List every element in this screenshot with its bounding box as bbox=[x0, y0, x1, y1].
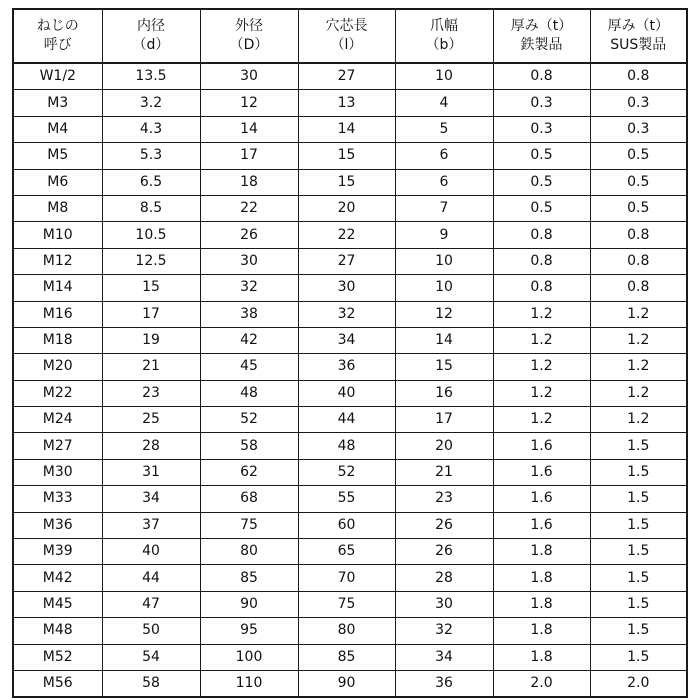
table-cell: 40 bbox=[102, 539, 200, 565]
table-cell: 0.3 bbox=[493, 90, 590, 116]
table-cell: 48 bbox=[298, 433, 395, 459]
table-cell: 1.2 bbox=[493, 301, 590, 327]
table-cell: 17 bbox=[395, 407, 493, 433]
table-cell: 44 bbox=[102, 565, 200, 591]
table-cell: 34 bbox=[298, 327, 395, 353]
table-cell: 1.2 bbox=[493, 327, 590, 353]
table-cell: M27 bbox=[13, 433, 102, 459]
table-cell: 0.8 bbox=[590, 248, 687, 274]
table-cell: 15 bbox=[298, 169, 395, 195]
table-cell: M3 bbox=[13, 90, 102, 116]
table-cell: 1.8 bbox=[493, 539, 590, 565]
table-cell: 27 bbox=[298, 63, 395, 90]
table-cell: 10.5 bbox=[102, 222, 200, 248]
table-cell: 30 bbox=[395, 591, 493, 617]
table-cell: 37 bbox=[102, 512, 200, 538]
table-cell: 1.2 bbox=[493, 407, 590, 433]
table-cell: 1.5 bbox=[590, 591, 687, 617]
table-cell: 80 bbox=[200, 539, 298, 565]
table-cell: 0.8 bbox=[590, 275, 687, 301]
table-cell: 13 bbox=[298, 90, 395, 116]
table-cell: 1.2 bbox=[493, 380, 590, 406]
table-row bbox=[13, 644, 687, 670]
table-cell: 40 bbox=[298, 380, 395, 406]
table-cell: 85 bbox=[298, 644, 395, 670]
table-cell: 70 bbox=[298, 565, 395, 591]
table-cell: 12 bbox=[200, 90, 298, 116]
table-cell: 14 bbox=[200, 116, 298, 142]
table-cell: 32 bbox=[200, 275, 298, 301]
table-cell: 17 bbox=[200, 143, 298, 169]
table-cell: M12 bbox=[13, 248, 102, 274]
table-cell: 60 bbox=[298, 512, 395, 538]
table-cell: M8 bbox=[13, 195, 102, 221]
table-cell: 0.5 bbox=[493, 143, 590, 169]
table-cell: 68 bbox=[200, 486, 298, 512]
header-inner-diameter bbox=[102, 9, 200, 63]
table-cell: 21 bbox=[395, 459, 493, 485]
table-cell: 1.5 bbox=[590, 512, 687, 538]
table-cell: 95 bbox=[200, 618, 298, 644]
table-cell: 15 bbox=[395, 354, 493, 380]
table-cell: 55 bbox=[298, 486, 395, 512]
table-cell: 23 bbox=[395, 486, 493, 512]
table-row bbox=[13, 275, 687, 301]
table-cell: 6 bbox=[395, 169, 493, 195]
table-cell: 1.5 bbox=[590, 433, 687, 459]
table-cell: 52 bbox=[200, 407, 298, 433]
table-cell: M48 bbox=[13, 618, 102, 644]
table-cell: M14 bbox=[13, 275, 102, 301]
header-row bbox=[13, 9, 687, 63]
table-cell: M33 bbox=[13, 486, 102, 512]
header-line-2: （b） bbox=[425, 37, 463, 53]
table-cell: 26 bbox=[200, 222, 298, 248]
table-cell: 23 bbox=[102, 380, 200, 406]
header-line-2: （l） bbox=[330, 37, 363, 53]
header-line-1: ねじの bbox=[36, 18, 79, 34]
table-cell: 22 bbox=[200, 195, 298, 221]
table-cell: M6 bbox=[13, 169, 102, 195]
table-cell: 19 bbox=[102, 327, 200, 353]
table-cell: 1.2 bbox=[493, 354, 590, 380]
table-cell: 0.8 bbox=[590, 222, 687, 248]
table-row bbox=[13, 327, 687, 353]
table-cell: 62 bbox=[200, 459, 298, 485]
table-cell: M42 bbox=[13, 565, 102, 591]
table-cell: 32 bbox=[395, 618, 493, 644]
table-cell: M18 bbox=[13, 327, 102, 353]
table-cell: 30 bbox=[200, 248, 298, 274]
table-cell: 36 bbox=[298, 354, 395, 380]
table-row bbox=[13, 459, 687, 485]
table-row bbox=[13, 222, 687, 248]
spec-table bbox=[12, 8, 688, 698]
table-row bbox=[13, 195, 687, 221]
table-cell: 1.8 bbox=[493, 618, 590, 644]
table-cell: 15 bbox=[102, 275, 200, 301]
table-cell: 1.5 bbox=[590, 486, 687, 512]
header-line-2: SUS製品 bbox=[610, 37, 667, 53]
table-cell: 50 bbox=[102, 618, 200, 644]
table-row bbox=[13, 248, 687, 274]
table-row bbox=[13, 116, 687, 142]
table-cell: 58 bbox=[200, 433, 298, 459]
table-row bbox=[13, 512, 687, 538]
table-cell: M52 bbox=[13, 644, 102, 670]
table-cell: 1.8 bbox=[493, 565, 590, 591]
table-cell: 90 bbox=[200, 591, 298, 617]
table-cell: M39 bbox=[13, 539, 102, 565]
table-cell: 0.8 bbox=[493, 275, 590, 301]
table-cell: 0.8 bbox=[590, 63, 687, 90]
table-row bbox=[13, 407, 687, 433]
table-cell: 31 bbox=[102, 459, 200, 485]
header-line-2: 鉄製品 bbox=[520, 37, 563, 53]
table-cell: 21 bbox=[102, 354, 200, 380]
table-cell: M36 bbox=[13, 512, 102, 538]
table-cell: 22 bbox=[298, 222, 395, 248]
table-cell: 1.6 bbox=[493, 459, 590, 485]
table-cell: M56 bbox=[13, 670, 102, 697]
table-cell: 80 bbox=[298, 618, 395, 644]
table-cell: 1.2 bbox=[590, 327, 687, 353]
table-cell: 28 bbox=[102, 433, 200, 459]
table-cell: 17 bbox=[102, 301, 200, 327]
table-cell: 12.5 bbox=[102, 248, 200, 274]
table-cell: 48 bbox=[200, 380, 298, 406]
table-cell: M5 bbox=[13, 143, 102, 169]
table-cell: 14 bbox=[298, 116, 395, 142]
header-claw-width bbox=[395, 9, 493, 63]
table-row bbox=[13, 618, 687, 644]
table-cell: M22 bbox=[13, 380, 102, 406]
table-cell: 100 bbox=[200, 644, 298, 670]
table-cell: 1.5 bbox=[590, 644, 687, 670]
table-cell: 1.2 bbox=[590, 354, 687, 380]
table-cell: 32 bbox=[298, 301, 395, 327]
table-cell: 45 bbox=[200, 354, 298, 380]
table-cell: 52 bbox=[298, 459, 395, 485]
table-row bbox=[13, 354, 687, 380]
table-row bbox=[13, 433, 687, 459]
table-cell: 13.5 bbox=[102, 63, 200, 90]
table-cell: 16 bbox=[395, 380, 493, 406]
table-header bbox=[13, 9, 687, 63]
table-row bbox=[13, 90, 687, 116]
table-cell: 0.5 bbox=[493, 169, 590, 195]
table-body bbox=[13, 63, 687, 697]
table-cell: 0.5 bbox=[590, 169, 687, 195]
table-cell: 4.3 bbox=[102, 116, 200, 142]
table-cell: 6 bbox=[395, 143, 493, 169]
table-row bbox=[13, 63, 687, 90]
header-outer-diameter bbox=[200, 9, 298, 63]
table-cell: 42 bbox=[200, 327, 298, 353]
header-thickness-steel bbox=[493, 9, 590, 63]
table-row bbox=[13, 486, 687, 512]
table-cell: 30 bbox=[200, 63, 298, 90]
table-cell: 34 bbox=[102, 486, 200, 512]
table-cell: 10 bbox=[395, 248, 493, 274]
header-line-1: 外径 bbox=[235, 18, 263, 34]
table-row bbox=[13, 380, 687, 406]
table-cell: 30 bbox=[298, 275, 395, 301]
table-row bbox=[13, 670, 687, 697]
table-cell: 1.8 bbox=[493, 591, 590, 617]
table-cell: 1.5 bbox=[590, 539, 687, 565]
table-cell: 1.2 bbox=[590, 380, 687, 406]
table-cell: 0.3 bbox=[493, 116, 590, 142]
table-cell: 26 bbox=[395, 539, 493, 565]
table-cell: 3.2 bbox=[102, 90, 200, 116]
table-row bbox=[13, 301, 687, 327]
header-hole-center-length bbox=[298, 9, 395, 63]
table-cell: 0.8 bbox=[493, 63, 590, 90]
table-row bbox=[13, 169, 687, 195]
table-cell: 8.5 bbox=[102, 195, 200, 221]
table-cell: 1.5 bbox=[590, 459, 687, 485]
table-cell: M20 bbox=[13, 354, 102, 380]
table-cell: 58 bbox=[102, 670, 200, 697]
header-line-1: 厚み（t） bbox=[607, 18, 669, 34]
header-line-2: （D） bbox=[229, 37, 269, 53]
table-cell: 7 bbox=[395, 195, 493, 221]
table-cell: 54 bbox=[102, 644, 200, 670]
table-cell: 1.2 bbox=[590, 301, 687, 327]
header-line-1: 穴芯長 bbox=[325, 18, 368, 34]
table-cell: 1.5 bbox=[590, 565, 687, 591]
table-cell: 5 bbox=[395, 116, 493, 142]
table-cell: M24 bbox=[13, 407, 102, 433]
table-cell: 38 bbox=[200, 301, 298, 327]
table-cell: 27 bbox=[298, 248, 395, 274]
table-row bbox=[13, 539, 687, 565]
table-cell: 0.5 bbox=[590, 195, 687, 221]
table-cell: 1.6 bbox=[493, 433, 590, 459]
table-row bbox=[13, 565, 687, 591]
table-cell: 47 bbox=[102, 591, 200, 617]
header-line-1: 厚み（t） bbox=[510, 18, 573, 34]
table-cell: 1.2 bbox=[590, 407, 687, 433]
table-cell: 36 bbox=[395, 670, 493, 697]
table-cell: 85 bbox=[200, 565, 298, 591]
table-cell: M30 bbox=[13, 459, 102, 485]
table-row bbox=[13, 143, 687, 169]
table-cell: 15 bbox=[298, 143, 395, 169]
table-cell: 5.3 bbox=[102, 143, 200, 169]
table-cell: 110 bbox=[200, 670, 298, 697]
table-cell: 1.6 bbox=[493, 486, 590, 512]
header-line-1: 内径 bbox=[137, 18, 165, 34]
header-line-2: 呼び bbox=[43, 37, 72, 53]
table-cell: M45 bbox=[13, 591, 102, 617]
table-row bbox=[13, 591, 687, 617]
table-cell: 0.3 bbox=[590, 116, 687, 142]
table-cell: 10 bbox=[395, 63, 493, 90]
table-cell: 2.0 bbox=[590, 670, 687, 697]
header-line-2: （d） bbox=[132, 37, 170, 53]
table-cell: 4 bbox=[395, 90, 493, 116]
table-cell: W1/2 bbox=[13, 63, 102, 90]
table-cell: 14 bbox=[395, 327, 493, 353]
table-cell: 9 bbox=[395, 222, 493, 248]
table-cell: 65 bbox=[298, 539, 395, 565]
table-cell: 0.3 bbox=[590, 90, 687, 116]
table-cell: 0.5 bbox=[493, 195, 590, 221]
table-cell: 75 bbox=[200, 512, 298, 538]
table-cell: 12 bbox=[395, 301, 493, 327]
table-cell: 0.8 bbox=[493, 222, 590, 248]
table-cell: M4 bbox=[13, 116, 102, 142]
table-cell: 28 bbox=[395, 565, 493, 591]
table-cell: 10 bbox=[395, 275, 493, 301]
table-cell: 1.6 bbox=[493, 512, 590, 538]
header-thread-size bbox=[13, 9, 102, 63]
table-cell: 34 bbox=[395, 644, 493, 670]
table-cell: 18 bbox=[200, 169, 298, 195]
table-cell: 75 bbox=[298, 591, 395, 617]
table-cell: 20 bbox=[395, 433, 493, 459]
table-cell: 0.5 bbox=[590, 143, 687, 169]
table-cell: 1.8 bbox=[493, 644, 590, 670]
table-cell: 44 bbox=[298, 407, 395, 433]
spec-table-container bbox=[12, 8, 686, 698]
table-cell: 20 bbox=[298, 195, 395, 221]
table-cell: 90 bbox=[298, 670, 395, 697]
table-cell: 6.5 bbox=[102, 169, 200, 195]
header-line-1: 爪幅 bbox=[430, 18, 458, 34]
table-cell: M16 bbox=[13, 301, 102, 327]
table-cell: 1.5 bbox=[590, 618, 687, 644]
table-cell: 0.8 bbox=[493, 248, 590, 274]
table-cell: 26 bbox=[395, 512, 493, 538]
table-cell: 2.0 bbox=[493, 670, 590, 697]
header-thickness-sus bbox=[590, 9, 687, 63]
table-cell: 25 bbox=[102, 407, 200, 433]
table-cell: M10 bbox=[13, 222, 102, 248]
